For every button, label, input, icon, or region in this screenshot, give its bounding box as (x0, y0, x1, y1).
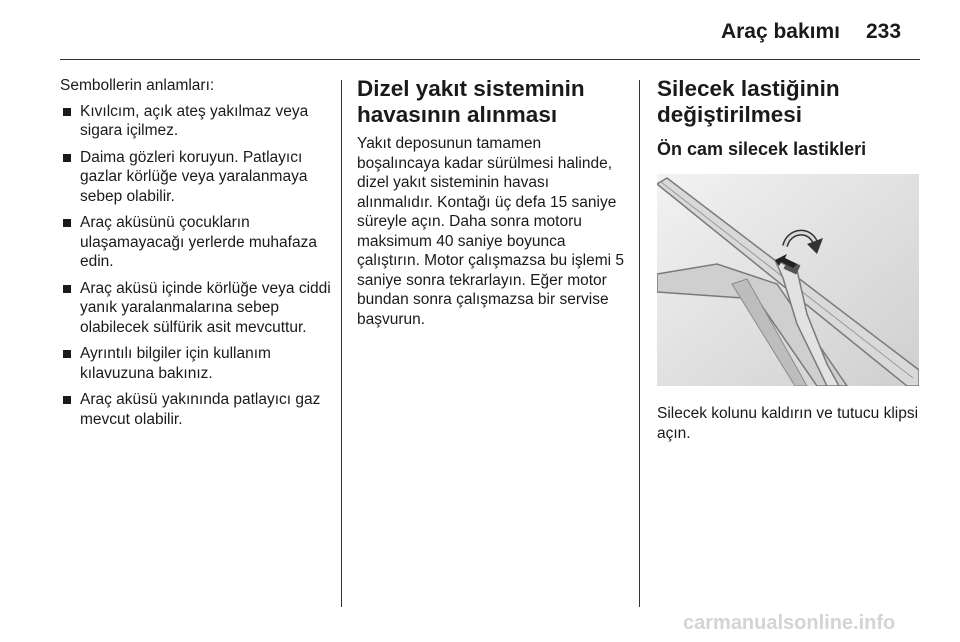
symbols-intro: Sembollerin anlamları: (60, 77, 215, 94)
column-divider (639, 80, 640, 607)
list-item: Kıvılcım, açık ateş yakılmaz veya sigara içilmez. (60, 102, 332, 141)
list-item: Daima gözleri koruyun. Patlayıcı gazlar körlüğe veya yaralanmaya sebep olabilir. (60, 148, 332, 207)
list-item: Araç aküsünü çocukların ulaşamayacağı yerlerde muhafaza edin. (60, 213, 332, 272)
column-diesel-bleeding (357, 76, 627, 329)
page-number: 233 (866, 20, 902, 43)
figure-caption: Silecek kolunu kaldırın ve tutucu klipsi açın. (657, 405, 919, 442)
symbols-list (60, 102, 332, 430)
column-divider (341, 80, 342, 607)
section-heading: Dizel yakıt sisteminin havasının alınması (357, 76, 585, 127)
header-rule (60, 59, 920, 60)
section-subheading: Ön cam silecek lastikleri (657, 139, 867, 159)
column-symbols (60, 76, 332, 436)
list-item: Ayrıntılı bilgiler için kullanım kılavuzuna bakınız. (60, 344, 332, 383)
list-item: Araç aküsü yakınında patlayıcı gaz mevcut olabilir. (60, 390, 332, 429)
section-heading: Silecek lastiğinin değiştirilmesi (657, 76, 840, 127)
section-body: Yakıt deposunun tamamen boşalıncaya kadar sürülmesi halinde, dizel yakıt sisteminin havası alınmalıdır. Kontağı üç defa 15 saniye süreyle açın. Daha sonra motoru maksimum 40 saniye boyunca çalıştırın. Motor çalışmazsa bu işlemi 5 saniye sonra tekrarlayın. Eğer motor bundan sonra çalışmazsa bir servise başvurun. (357, 135, 625, 328)
wiper-blade-illustration (657, 174, 919, 386)
header-title: Araç bakımı (720, 20, 840, 43)
column-wiper (657, 76, 921, 443)
list-item: Araç aküsü içinde körlüğe veya ciddi yanık yaralanmalarına sebep olabilecek sülfürik asit mevcuttur. (60, 279, 332, 338)
watermark: carmanualsonline.info (683, 612, 896, 634)
